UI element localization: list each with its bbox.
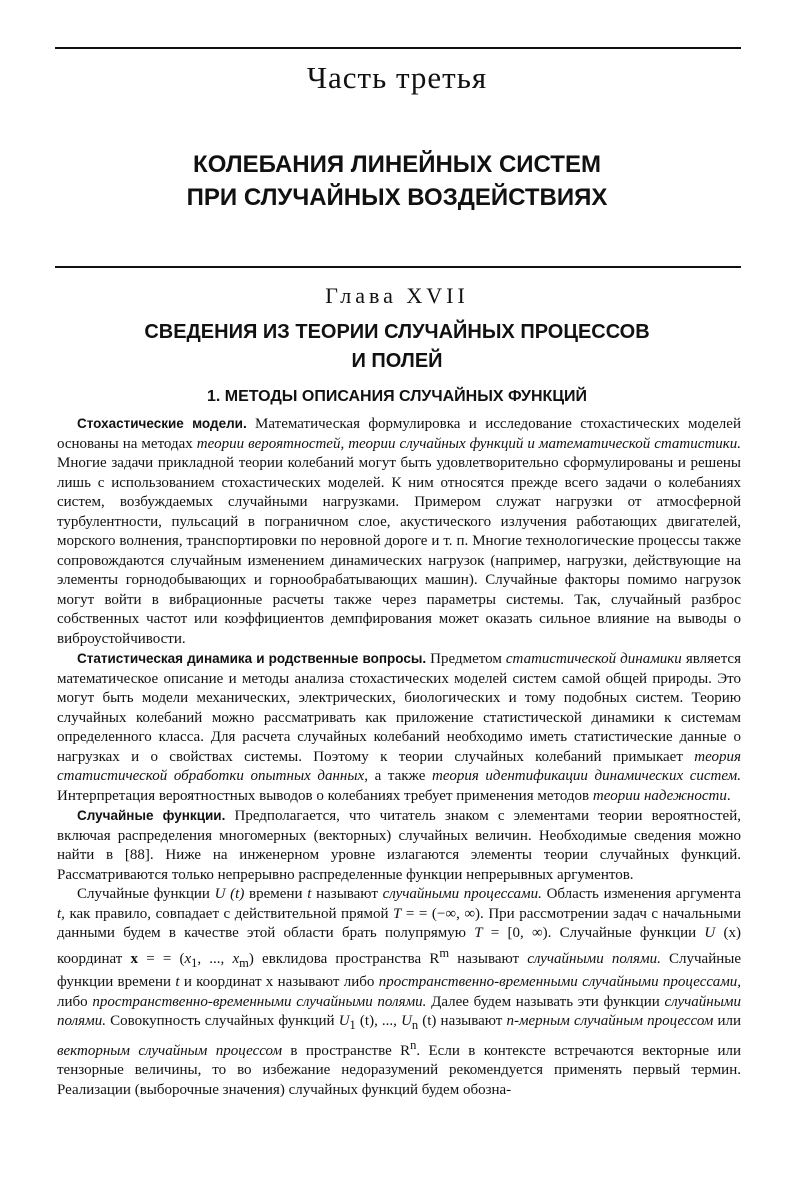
- text-run: Область изменения аргумента: [541, 886, 741, 902]
- italic-term: теория статистической обработки опытных данных,: [57, 748, 741, 784]
- text-run: Предметом: [426, 651, 506, 667]
- italic-term: статистической динамики: [505, 651, 682, 667]
- text-run: а также: [367, 768, 433, 784]
- text-run: в пространстве R: [282, 1042, 411, 1059]
- text-run: является математическое описание и методы анализа стохастических моделей систем самой общей природы. Это могут быть модели механических, электрических, биологических и тому подобных систем. Теорию случайных колебаний можно рассматривать как приложение статистической динамики к системам определенного класса. Для расчета случайных колебаний необходимо иметь статистические данные о нагрузках и о свойствах системы. Поэтому к теории случайных колебаний примыкает: [57, 651, 741, 765]
- text-run: Интерпретация вероятностных выводов о колебаниях требует применения методов: [57, 787, 593, 804]
- math-superscript: n: [410, 1037, 417, 1052]
- paragraph-heading: Случайные функции.: [77, 808, 226, 823]
- math-symbol: t,: [57, 905, 65, 922]
- math-symbol: x: [184, 950, 192, 967]
- math-symbol: U: [401, 1013, 412, 1029]
- chapter-title: [0, 318, 794, 376]
- text-run: и координат x называют либо: [179, 974, 379, 990]
- italic-term: векторным случайным процессом: [57, 1042, 283, 1059]
- italic-term: теории вероятностей, теории случайных функций и математической статистики.: [196, 435, 741, 452]
- text-run: Совокупность случайных функций: [105, 1013, 339, 1029]
- text-run: (t) называют: [418, 1013, 507, 1029]
- text-run: , ...,: [197, 950, 233, 967]
- math-symbol: t: [307, 886, 312, 902]
- math-subscript: 1: [191, 955, 198, 970]
- text-run: Математическая формулировка и исследование стохастических моделей основаны на методах: [57, 416, 741, 452]
- math-symbol: U (t): [214, 886, 245, 902]
- paragraph-stochastic-models: [57, 414, 741, 649]
- italic-term: случайными полями.: [57, 993, 741, 1029]
- math-vector: x: [130, 950, 139, 967]
- text-run: = = (: [138, 950, 185, 967]
- italic-term: n-мерным случайным процессом: [506, 1013, 714, 1029]
- part-subtitle-line: КОЛЕБАНИЯ ЛИНЕЙНЫХ СИСТЕМ: [193, 151, 601, 178]
- top-rule: [55, 47, 741, 49]
- italic-term: пространственно-временными случайными процессами,: [378, 974, 742, 990]
- chapter-title-line: И ПОЛЕЙ: [351, 350, 443, 372]
- paragraph-statistical-dynamics: [57, 649, 741, 806]
- text-run: = [0, ∞). Случайные функции: [482, 925, 705, 941]
- text-run: как правило, совпадает с действительной прямой: [64, 905, 394, 922]
- math-symbol: t: [175, 974, 180, 990]
- chapter-title-line: СВЕДЕНИЯ ИЗ ТЕОРИИ СЛУЧАЙНЫХ ПРОЦЕССОВ: [144, 321, 650, 343]
- text-run: Многие задачи прикладной теории колебаний могут быть удовлетворительно сформулированы и решены лишь с использованием стохастических моделей. К ним относятся прежде всего задачи о колебаниях систем, возбуждаемых случайными нагрузками. Примером служат нагрузки от атмосферной турбулентности, пульсаций в пограничном слое, акустического излучения работающих двигателей, морского волнения, транспортировки по неровной дороге и т. п. Многие технологические процессы также сопровождаются случайным изменением динамических нагрузок (например, нагрузки, действующие на элементы горнодобывающих и горнообрабатывающих машин). Случайные факторы помимо нагрузок могут войти в вибрационные расчеты также через параметры системы. Так, случайный разброс собственных частот или коэффициентов демпфирования может оказать сильное влияние на выводы о виброустойчивости.: [57, 455, 741, 647]
- chapter-rule: [55, 266, 741, 268]
- section-title: 1. МЕТОДЫ ОПИСАНИЯ СЛУЧАЙНЫХ ФУНКЦИЙ: [206, 388, 588, 405]
- italic-term: теории надежности: [592, 787, 727, 804]
- math-symbol: T: [474, 925, 483, 941]
- text-run: (x) координат: [57, 925, 741, 967]
- part-subtitle-line: ПРИ СЛУЧАЙНЫХ ВОЗДЕЙСТВИЯХ: [186, 184, 608, 211]
- body-text: [57, 414, 741, 1100]
- text-run: называют: [449, 950, 528, 967]
- text-run: называют: [311, 886, 383, 902]
- italic-term: пространственно-временными случайными полями.: [92, 993, 427, 1010]
- text-run: Предполагается, что читатель знаком с элементами теории вероятностей, включая распределения многомерных (векторных) случайных величин. Необходимые сведения можно найти в [88]. Ниже на инженерном уровне излагаются элементы теории случайных функций. Рассматриваются только непрерывно распределенные функции непрерывных аргументов.: [57, 808, 741, 883]
- paragraph-heading: Статистическая динамика и родственные вопросы.: [77, 651, 427, 666]
- text-run: либо: [57, 993, 93, 1010]
- math-superscript: m: [439, 945, 450, 960]
- text-run: Случайные функции времени: [57, 950, 741, 990]
- text-run: = = (−∞, ∞). При рассмотрении задач с начальными данными будем в качестве этой области брать полупрямую: [57, 905, 741, 941]
- math-symbol: U: [338, 1013, 350, 1029]
- text-run: Далее будем называть эти функции: [426, 993, 665, 1010]
- math-symbol: x: [232, 950, 240, 967]
- italic-term: случайными процессами.: [382, 886, 542, 902]
- chapter-label: Глава XVII: [325, 283, 469, 308]
- math-symbol: U: [704, 925, 716, 941]
- paragraph-heading: Стохастические модели.: [77, 416, 247, 431]
- math-symbol: T: [393, 905, 402, 922]
- text-run: . Если в контексте встречаются векторные или тензорные величины, то во избежание недоразумений рекомендуется применять первый термин. Реализации (выборочные значения) случайных функций будем обозна-: [57, 1042, 741, 1098]
- paragraph-random-functions: [57, 806, 741, 885]
- paragraph-random-processes: [57, 885, 741, 1100]
- math-subscript: 1: [349, 1018, 356, 1032]
- part-subtitle: [0, 148, 794, 214]
- math-subscript: n: [411, 1018, 419, 1032]
- text-run: ) евклидова пространства R: [248, 950, 440, 967]
- italic-term: теория идентификации динамических систем.: [432, 768, 741, 784]
- text-run: времени: [244, 886, 308, 902]
- part-title: Часть третья: [306, 60, 488, 95]
- text-run: Случайные функции: [77, 886, 215, 902]
- math-subscript: m: [239, 955, 249, 970]
- text-run: .: [726, 787, 731, 804]
- text-run: (t), ...,: [355, 1013, 402, 1029]
- italic-term: случайными полями.: [527, 950, 661, 967]
- text-run: или: [713, 1013, 741, 1029]
